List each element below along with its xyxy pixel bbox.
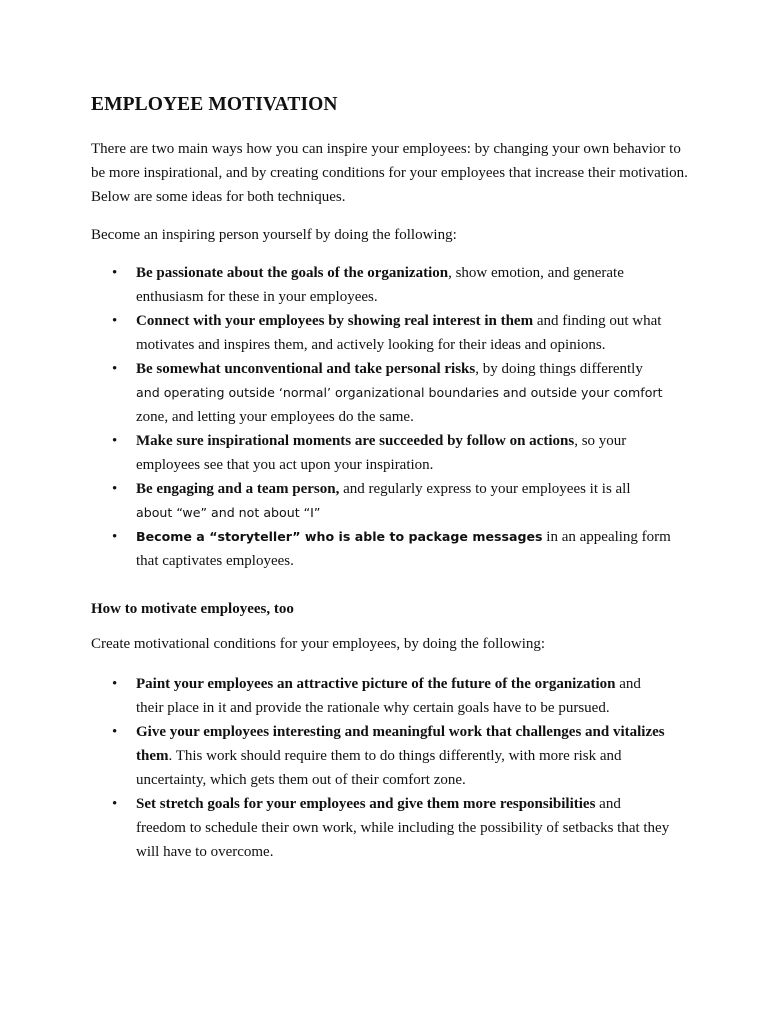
list-item-text: , show emotion, and generate enthusiasm for these in your employees. [136,265,624,305]
list-item-text: . This work should require them to do things differently, with more risk and uncertainty, which gets them out of their comfort zone. [136,748,622,788]
list-item-text: , by doing things differently [475,361,643,377]
list-item-bold: Be somewhat unconventional and take personal risks [136,361,476,377]
list-item-bold: Be engaging and a team person, [136,481,340,497]
motivational-conditions-list [91,672,671,864]
bullet-icon: • [112,361,118,377]
section-heading: How to motivate employees, too [91,601,294,617]
page-title: EMPLOYEE MOTIVATION [91,94,338,115]
bullet-icon: • [112,313,118,329]
list-item [91,672,671,720]
list-item [91,525,671,573]
list-item-bold: Become a “storyteller” who is able to package messages [136,529,543,544]
list-item-text: and regularly express to your employees it is all [339,481,631,497]
intro-lead-paragraph: Become an inspiring person yourself by doing the following: [91,227,457,243]
list-item [91,357,671,429]
list-item-text: in an appealing form that captivates employees. [136,529,671,569]
list-item-text-alt-font: and operating outside ‘normal’ organizational boundaries and outside your comfort [136,385,663,400]
list-item-bold: Connect with your employees by showing real interest in them [136,313,534,329]
list-item [91,429,671,477]
bullet-icon: • [112,265,118,281]
list-item-text: , so your employees see that you act upon your inspiration. [136,433,627,473]
bullet-icon: • [112,724,118,740]
bullet-icon: • [112,796,118,812]
list-item [91,792,671,864]
list-item-bold: Give your employees interesting and meaningful work that challenges and vitalizes them [136,724,665,764]
bullet-icon: • [112,433,118,449]
list-item-text-end: zone, and letting your employees do the same. [136,409,414,425]
list-item [91,309,671,357]
list-item-text-alt-font: about “we” and not about “I” [136,505,321,520]
list-item [91,477,671,525]
list-item-bold: Set stretch goals for your employees and give them more responsibilities [136,796,596,812]
list-item-bold: Make sure inspirational moments are succeeded by follow on actions [136,433,575,449]
list-item-bold: Be passionate about the goals of the organization [136,265,449,281]
inspiring-person-list [91,261,671,573]
list-item-bold: Paint your employees an attractive picture of the future of the organization [136,676,616,692]
conditions-lead-paragraph: Create motivational conditions for your employees, by doing the following: [91,636,546,652]
bullet-icon: • [112,676,118,692]
list-item [91,261,671,309]
list-item-text: and freedom to schedule their own work, while including the possibility of setbacks that they will have to overcome. [136,796,670,860]
intro-paragraph: There are two main ways how you can inspire your employees: by changing your own behavior to be more inspirational, and by creating conditions for your employees that increase their motivation. Below are some ideas for both techniques. [91,141,688,205]
list-item [91,720,671,792]
bullet-icon: • [112,529,118,545]
bullet-icon: • [112,481,118,497]
list-item-text: and finding out what motivates and inspires them, and actively looking for their ideas and opinions. [136,313,662,353]
list-item-text: and their place in it and provide the rationale why certain goals have to be pursued. [136,676,641,716]
